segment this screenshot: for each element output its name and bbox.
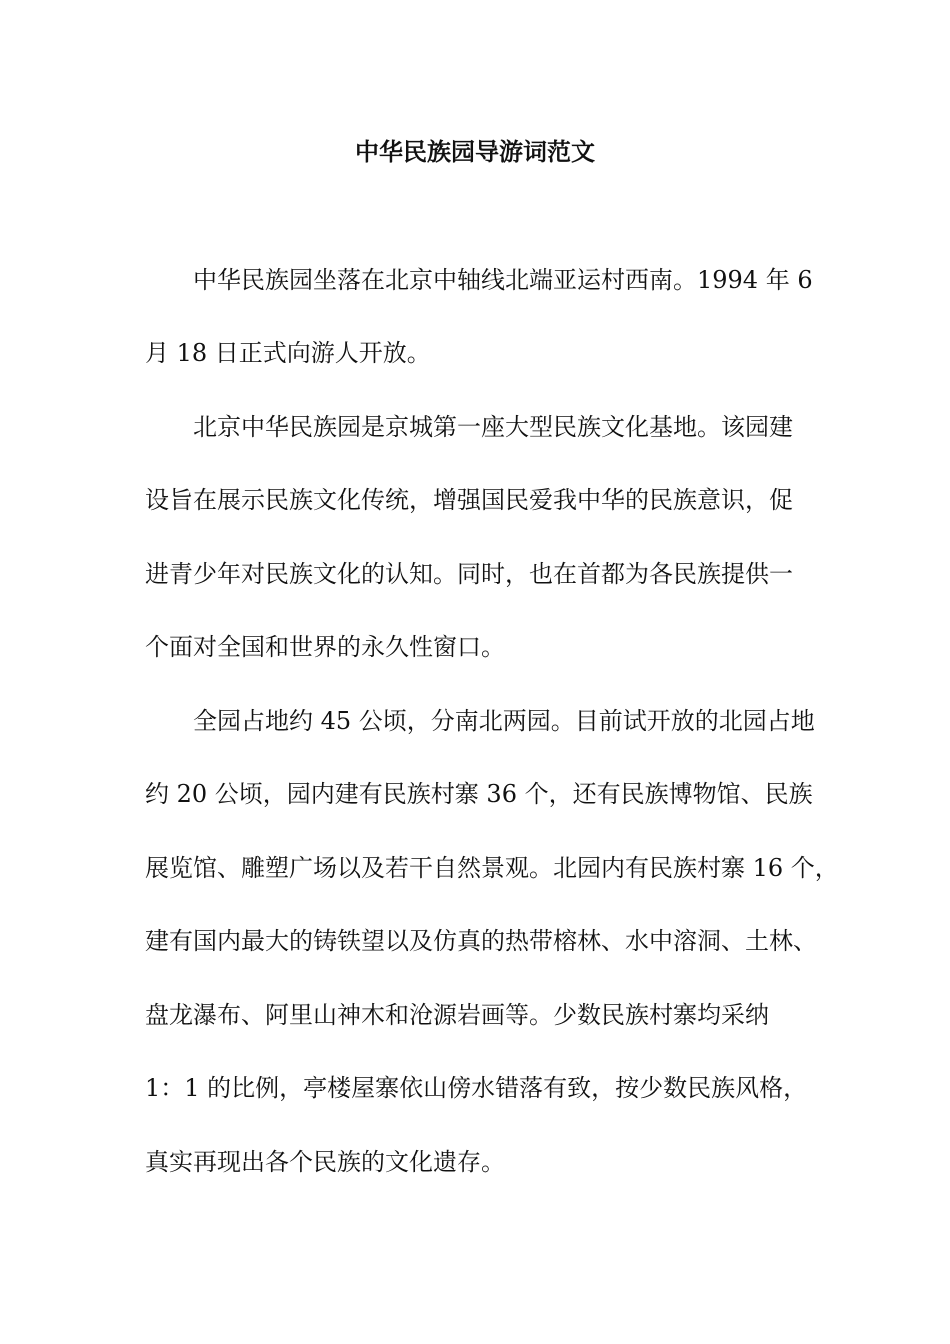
paragraph-3-line-1: 全园占地约 45 公顷，分南北两园。目前试开放的北园占地 xyxy=(193,707,815,735)
paragraph-3-line-4: 建有国内最大的铸铁望以及仿真的热带榕林、水中溶洞、土林、 xyxy=(145,927,817,955)
paragraph-2-line-1: 北京中华民族园是京城第一座大型民族文化基地。该园建 xyxy=(193,413,793,441)
paragraph-3-line-6: 1：1 的比例，亭楼屋寨依山傍水错落有致，按少数民族风格， xyxy=(145,1074,808,1102)
paragraph-3-line-3: 展览馆、雕塑广场以及若干自然景观。北园内有民族村寨 16 个， xyxy=(145,854,839,882)
paragraph-2-line-3: 进青少年对民族文化的认知。同时，也在首都为各民族提供一 xyxy=(145,560,793,588)
paragraph-3-line-2: 约 20 公顷，园内建有民族村寨 36 个，还有民族博物馆、民族 xyxy=(145,780,813,808)
paragraph-3-line-7: 真实再现出各个民族的文化遗存。 xyxy=(145,1148,505,1176)
paragraph-1-line-1: 中华民族园坐落在北京中轴线北端亚运村西南。1994 年 6 xyxy=(193,266,813,294)
paragraph-3-line-5: 盘龙瀑布、阿里山神木和沧源岩画等。少数民族村寨均采纳 xyxy=(145,1001,769,1029)
paragraph-2-line-2: 设旨在展示民族文化传统，增强国民爱我中华的民族意识，促 xyxy=(145,486,793,514)
paragraph-1-line-2: 月 18 日正式向游人开放。 xyxy=(145,339,431,367)
document-title: 中华民族园导游词范文 xyxy=(355,137,595,166)
paragraph-2-line-4: 个面对全国和世界的永久性窗口。 xyxy=(145,633,505,661)
